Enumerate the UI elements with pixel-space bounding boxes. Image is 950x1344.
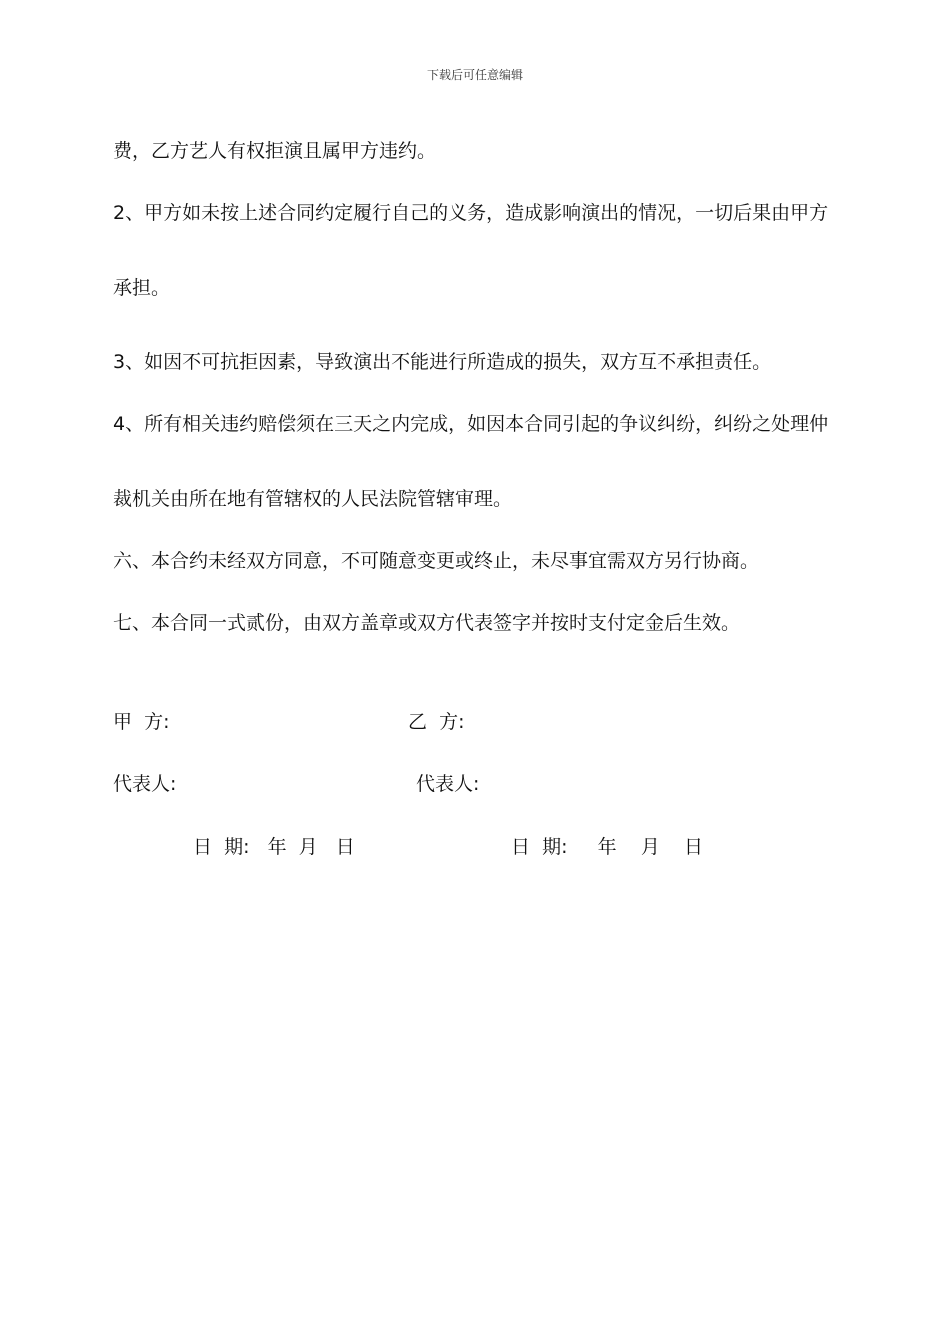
contract-line-2: 2、甲方如未按上述合同约定履行自己的义务，造成影响演出的情况，一切后果由甲方 bbox=[113, 202, 829, 224]
date-a-label: 日 期: 年 月 日 bbox=[193, 836, 355, 858]
contract-line-3: 承担。 bbox=[113, 277, 171, 299]
date-b-label: 日 期: 年 月 日 bbox=[511, 836, 703, 858]
representative-b-label: 代表人: bbox=[416, 773, 480, 795]
contract-line-8: 七、本合同一式贰份，由双方盖章或双方代表签字并按时支付定金后生效。 bbox=[113, 612, 741, 634]
party-a-label: 甲 方: bbox=[113, 711, 170, 733]
party-b-label: 乙 方: bbox=[408, 711, 465, 733]
contract-line-5: 4、所有相关违约赔偿须在三天之内完成，如因本合同引起的争议纠纷，纠纷之处理仲 bbox=[113, 413, 829, 435]
representative-a-label: 代表人: bbox=[113, 773, 177, 795]
page-header: 下载后可任意编辑 bbox=[426, 68, 523, 82]
contract-line-7: 六、本合约未经双方同意，不可随意变更或终止，未尽事宜需双方另行协商。 bbox=[113, 550, 760, 572]
contract-line-6: 裁机关由所在地有管辖权的人民法院管辖审理。 bbox=[113, 488, 513, 510]
contract-line-1: 费，乙方艺人有权拒演且属甲方违约。 bbox=[113, 140, 437, 162]
contract-line-4: 3、如因不可抗拒因素，导致演出不能进行所造成的损失，双方互不承担责任。 bbox=[113, 351, 772, 373]
